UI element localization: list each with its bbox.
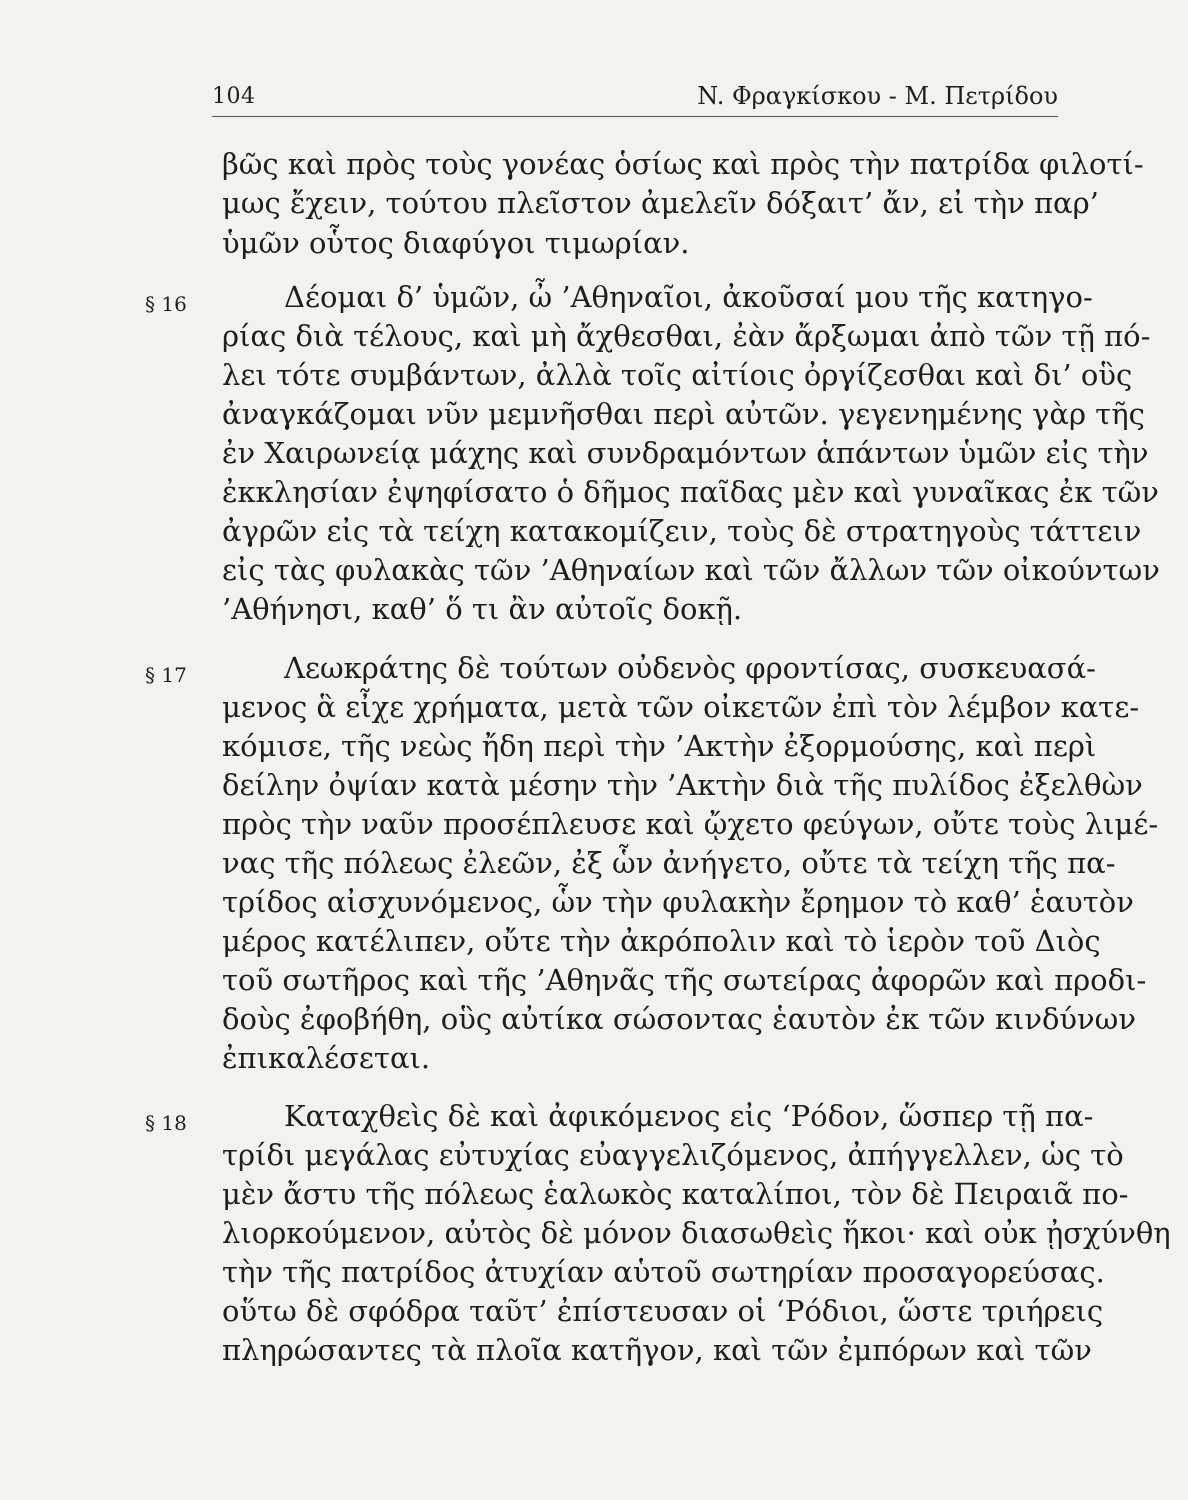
running-head: N. Φραγκίσκου - Μ. Πετρίδου bbox=[697, 82, 1058, 110]
text-line: τρίδι μεγάλας εὐτυχίας εὐαγγελιζόμενος, ἀπήγγελλεν, ὡς τὸ bbox=[222, 1138, 1124, 1172]
text-line: ἀγρῶν εἰς τὰ τείχη κατακομίζειν, τοὺς δὲ στρατηγοὺς τάττειν bbox=[222, 514, 1142, 548]
text-line: Καταχθεὶς δὲ καὶ ἀφικόμενος εἰς ‘Ρόδον, ὥσπερ τῇ πα- bbox=[284, 1099, 1094, 1133]
text-line: τοῦ σωτῆρος καὶ τῆς ’Αθηνᾶς τῆς σωτείρας ἀφορῶν καὶ προδι- bbox=[222, 963, 1147, 997]
text-line: πληρώσαντες τὰ πλοῖα κατῆγον, καὶ τῶν ἐμπόρων καὶ τῶν bbox=[222, 1333, 1092, 1367]
text-line: ἐν Χαιρωνείᾳ μάχης καὶ συνδραμόντων ἁπάντων ὑμῶν εἰς τὴν bbox=[222, 436, 1149, 470]
text-line: πρὸς τὴν ναῦν προσέπλευσε καὶ ᾤχετο φεύγων, οὔτε τοὺς λιμέ- bbox=[222, 807, 1159, 841]
text-line: ὑμῶν οὗτος διαφύγοι τιμωρίαν. bbox=[222, 226, 690, 260]
text-line: μως ἔχειν, τούτου πλεῖστον ἀμελεῖν δόξαιτ’ ἄν, εἰ τὴν παρ’ bbox=[222, 186, 1099, 220]
section-marker-18: § 18 bbox=[145, 1111, 187, 1135]
text-line: λει τότε συμβάντων, ἀλλὰ τοῖς αἰτίοις ὀργίζεσθαι καὶ δι’ οὓς bbox=[222, 358, 1133, 392]
text-line: μὲν ἄστυ τῆς πόλεως ἑαλωκὸς καταλίποι, τὸν δὲ Πειραιᾶ πο- bbox=[222, 1177, 1129, 1211]
page-header bbox=[212, 80, 1058, 120]
text-line: οὕτω δὲ σφόδρα ταῦτ’ ἐπίστευσαν οἱ ‘Ρόδιοι, ὥστε τριήρεις bbox=[222, 1294, 1104, 1328]
text-line: Λεωκράτης δὲ τούτων οὐδενὸς φροντίσας, συσκευασά- bbox=[284, 651, 1096, 685]
section-marker-16: § 16 bbox=[145, 292, 187, 316]
text-line: μενος ἃ εἶχε χρήματα, μετὰ τῶν οἰκετῶν ἐπὶ τὸν λέμβον κατε- bbox=[222, 690, 1140, 724]
page-number: 104 bbox=[212, 84, 256, 109]
text-line: Δέομαι δ’ ὑμῶν, ὦ ’Αθηναῖοι, ἀκοῦσαί μου τῆς κατηγο- bbox=[284, 280, 1093, 314]
text-line: ἐκκλησίαν ἐψηφίσατο ὁ δῆμος παῖδας μὲν καὶ γυναῖκας ἐκ τῶν bbox=[222, 475, 1159, 509]
text-line: ἐπικαλέσεται. bbox=[222, 1041, 431, 1075]
section-marker-17: § 17 bbox=[145, 663, 187, 687]
text-line: τὴν τῆς πατρίδος ἀτυχίαν αὑτοῦ σωτηρίαν προσαγορεύσας. bbox=[222, 1255, 1105, 1289]
text-line: ’Αθήνησι, καθ’ ὅ τι ἂν αὐτοῖς δοκῇ. bbox=[222, 592, 743, 626]
text-line: λιορκούμενον, αὐτὸς δὲ μόνον διασωθεὶς ἥκοι· καὶ οὐκ ᾐσχύνθη bbox=[222, 1216, 1171, 1250]
text-line: δοὺς ἐφοβήθη, οὓς αὐτίκα σώσοντας ἑαυτὸν ἐκ τῶν κινδύνων bbox=[222, 1002, 1136, 1036]
text-line: τρίδος αἰσχυνόμενος, ὧν τὴν φυλακὴν ἔρημον τὸ καθ’ ἑαυτὸν bbox=[222, 885, 1134, 919]
text-line: κόμισε, τῆς νεὼς ἤδη περὶ τὴν ’Ακτὴν ἐξορμούσης, καὶ περὶ bbox=[222, 729, 1097, 763]
text-line: ρίας διὰ τέλους, καὶ μὴ ἄχθεσθαι, ἐὰν ἄρξωμαι ἀπὸ τῶν τῇ πό- bbox=[222, 319, 1151, 353]
text-line: νας τῆς πόλεως ἐλεῶν, ἐξ ὧν ἀνήγετο, οὔτε τὰ τείχη τῆς πα- bbox=[222, 846, 1116, 880]
text-line: μέρος κατέλιπεν, οὔτε τὴν ἀκρόπολιν καὶ τὸ ἱερὸν τοῦ Διὸς bbox=[222, 924, 1101, 958]
text-line: δείλην ὀψίαν κατὰ μέσην τὴν ’Ακτὴν διὰ τῆς πυλίδος ἐξελθὼν bbox=[222, 768, 1143, 802]
text-line: εἰς τὰς φυλακὰς τῶν ’Αθηναίων καὶ τῶν ἄλλων τῶν οἰκούντων bbox=[222, 553, 1160, 587]
text-line: ἀναγκάζομαι νῦν μεμνῆσθαι περὶ αὐτῶν. γεγενημένης γὰρ τῆς bbox=[222, 397, 1145, 431]
header-rule bbox=[212, 116, 1058, 117]
text-line: βῶς καὶ πρὸς τοὺς γονέας ὁσίως καὶ πρὸς τὴν πατρίδα φιλοτί- bbox=[222, 147, 1144, 181]
